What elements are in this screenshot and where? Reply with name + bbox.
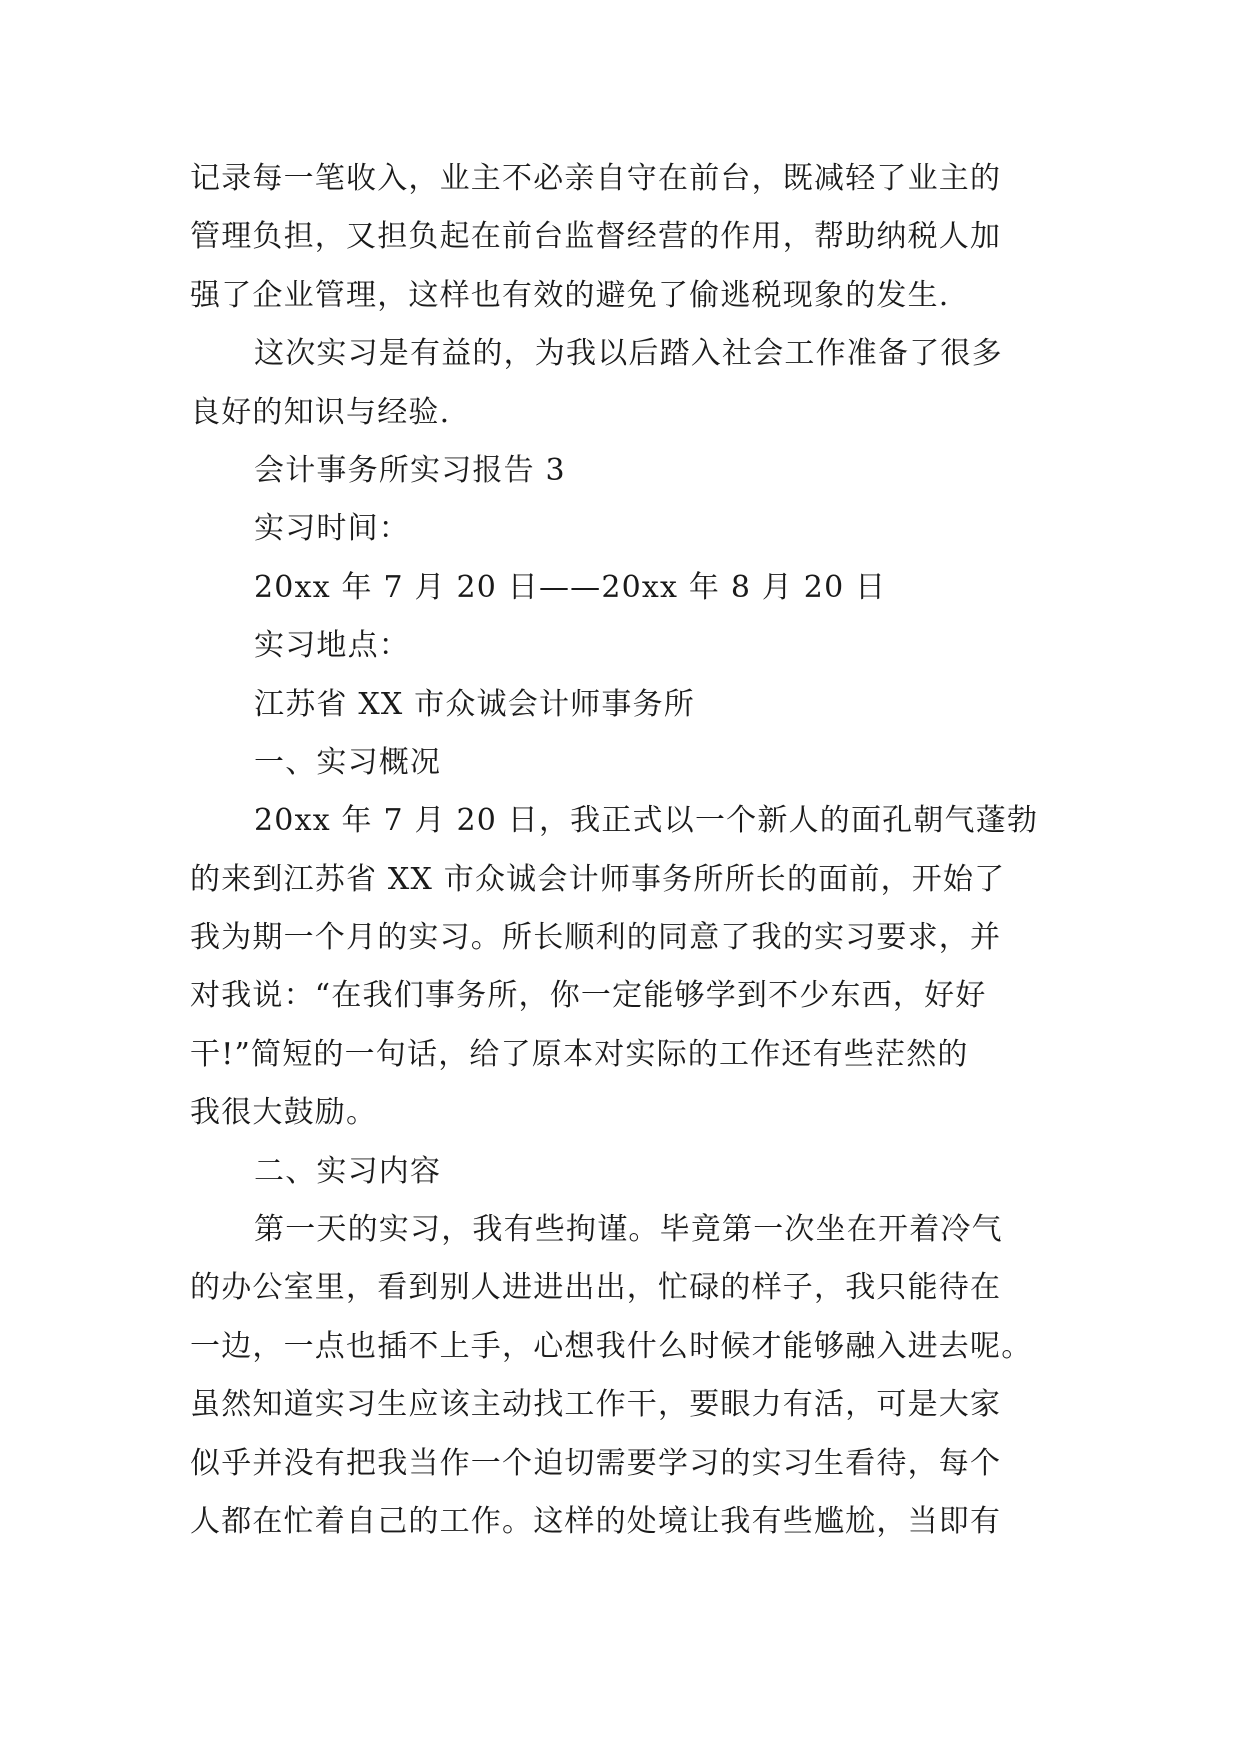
paragraph-line: 我为期一个月的实习。所长顺利的同意了我的实习要求，并 xyxy=(190,920,1002,956)
document-body xyxy=(190,150,1050,1551)
paragraph-line: 这次实习是有益的，为我以后踏入社会工作准备了很多 xyxy=(254,336,1003,372)
paragraph-line: 似乎并没有把我当作一个迫切需要学习的实习生看待，每个 xyxy=(190,1445,1002,1481)
field-value-internship-location: 江苏省 XX 市众诚会计师事务所 xyxy=(254,686,695,722)
field-label-internship-time: 实习时间： xyxy=(254,511,410,547)
field-label-internship-location: 实习地点： xyxy=(254,628,410,664)
paragraph-line: 的办公室里，看到别人进进出出，忙碌的样子，我只能待在 xyxy=(190,1270,1002,1306)
paragraph-line: 的来到江苏省 XX 市众诚会计师事务所所长的面前，开始了 xyxy=(190,861,1006,897)
paragraph-line: 20xx 年 7 月 20 日，我正式以一个新人的面孔朝气蓬勃 xyxy=(254,803,1039,839)
paragraph-line: 干!”简短的一句话，给了原本对实际的工作还有些茫然的 xyxy=(190,1036,969,1072)
paragraph-line: 人都在忙着自己的工作。这样的处境让我有些尴尬，当即有 xyxy=(190,1503,1002,1539)
paragraph-line: 一边，一点也插不上手，心想我什么时候才能够融入进去呢。 xyxy=(190,1328,1033,1364)
field-value-internship-time: 20xx 年 7 月 20 日——20xx 年 8 月 20 日 xyxy=(254,569,887,605)
section-heading-overview: 一、实习概况 xyxy=(254,744,442,780)
paragraph-line: 我很大鼓励。 xyxy=(190,1095,378,1131)
paragraph-line: 强了企业管理，这样也有效的避免了偷逃税现象的发生. xyxy=(190,277,950,313)
paragraph-line: 记录每一笔收入，业主不必亲自守在前台，既减轻了业主的 xyxy=(190,161,1002,196)
paragraph-line: 虽然知道实习生应该主动找工作干，要眼力有活，可是大家 xyxy=(190,1387,1002,1423)
paragraph-line: 第一天的实习，我有些拘谨。毕竟第一次坐在开着冷气 xyxy=(254,1212,1003,1248)
paragraph-line: 良好的知识与经验. xyxy=(190,394,451,430)
paragraph-line: 管理负担，又担负起在前台监督经营的作用，帮助纳税人加 xyxy=(190,219,1002,255)
paragraph-line: 对我说：“在我们事务所，你一定能够学到不少东西，好好 xyxy=(190,978,987,1014)
section-heading-content: 二、实习内容 xyxy=(254,1153,442,1189)
section-title: 会计事务所实习报告 3 xyxy=(254,452,566,488)
